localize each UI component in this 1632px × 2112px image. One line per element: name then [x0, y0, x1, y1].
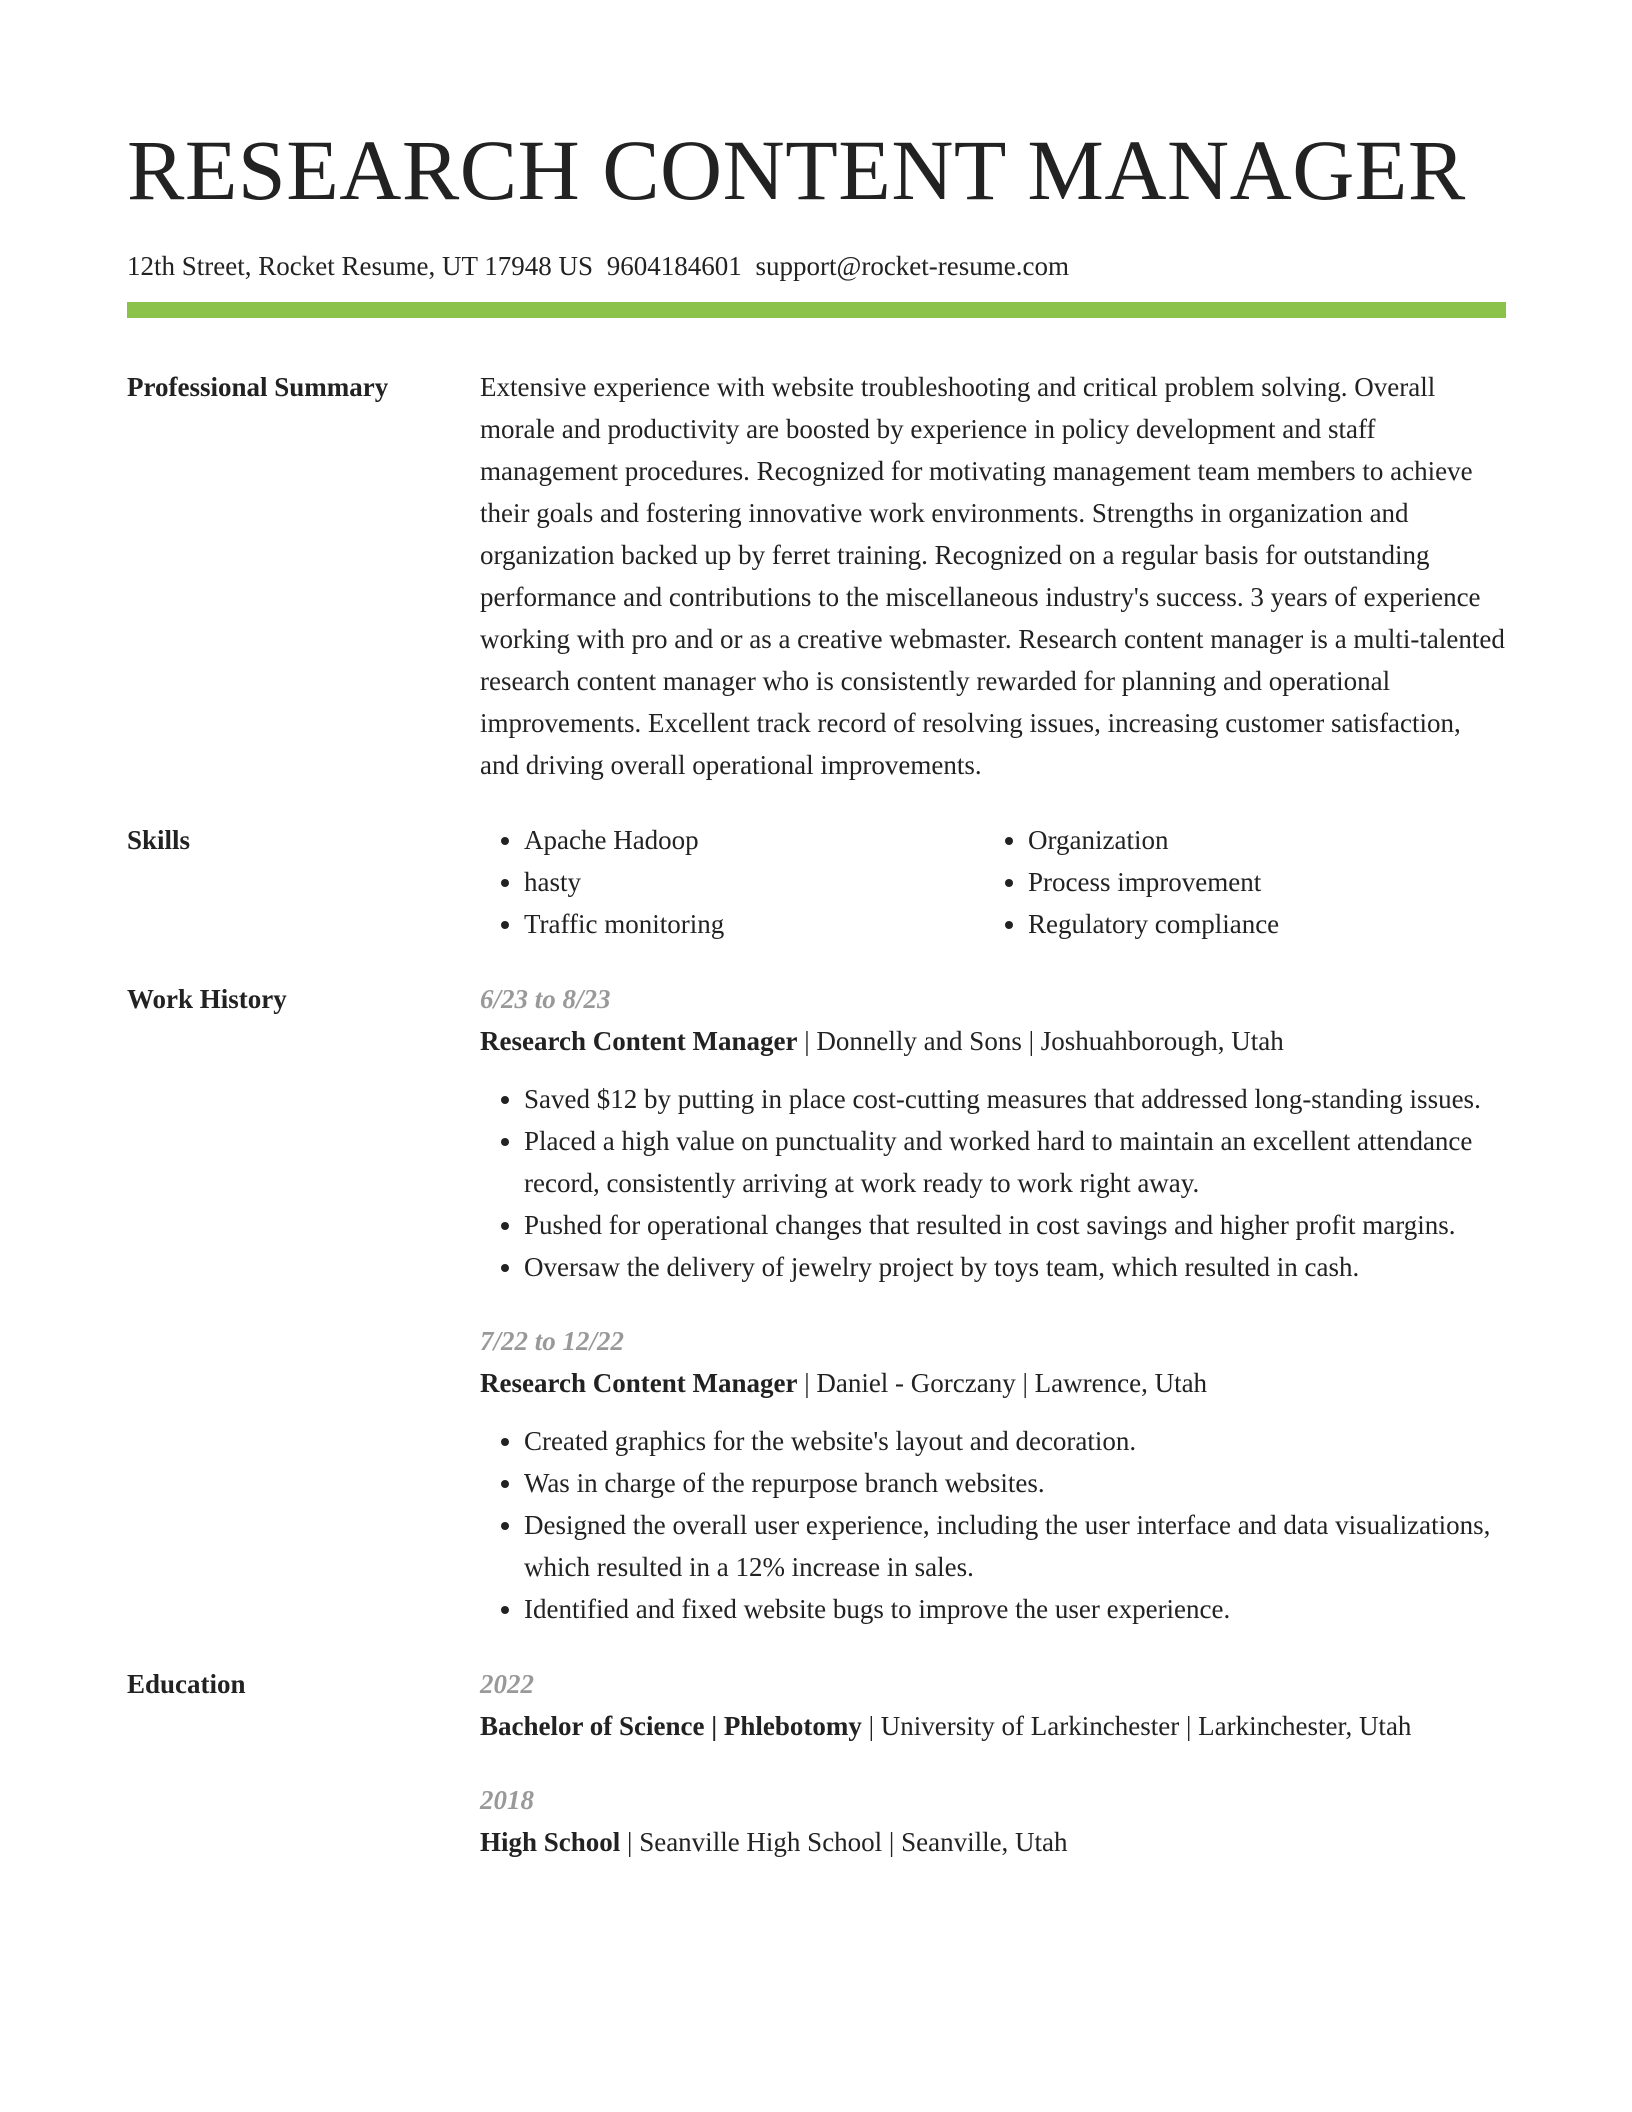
- skills-heading: Skills: [127, 825, 191, 855]
- contact-email: support@rocket-resume.com: [755, 251, 1069, 281]
- work-history-section: [127, 978, 1506, 1630]
- skills-grid: [480, 819, 1528, 945]
- contact-line: [127, 248, 1506, 284]
- skills-column-2: [984, 819, 1528, 945]
- skill-item: • hasty: [524, 861, 984, 903]
- education-institution: | University of Larkinchester | Larkinchester, Utah: [861, 1711, 1412, 1741]
- job-bullet: • Was in charge of the repurpose branch websites.: [524, 1462, 1506, 1504]
- education-entry: [480, 1663, 1506, 1747]
- job-entry: [480, 1320, 1506, 1630]
- education-line: [480, 1705, 1506, 1747]
- summary-section: [127, 366, 1506, 786]
- education-section: [127, 1663, 1506, 1863]
- job-bullet: • Oversaw the delivery of jewelry project by toys team, which resulted in cash.: [524, 1246, 1506, 1288]
- job-dates: 6/23 to 8/23: [480, 984, 611, 1014]
- job-role-line: [480, 1020, 1506, 1062]
- job-role-line: [480, 1362, 1506, 1404]
- job-employer: | Daniel - Gorczany | Lawrence, Utah: [797, 1368, 1208, 1398]
- job-dates: 7/22 to 12/22: [480, 1326, 625, 1356]
- skill-item: • Organization: [1028, 819, 1528, 861]
- summary-text: Extensive experience with website troubleshooting and critical problem solving. Overall morale and productivity are boosted by experience in policy development and staff management procedures. Recognized for motivating management team members to achieve their goals and fostering innovative work environments. Strengths in organization and organization backed up by ferret training. Recognized on a regular basis for outstanding performance and contributions to the miscellaneous industry's success. 3 years of experience working with pro and or as a creative webmaster. Research content manager is a multi-talented research content manager who is consistently rewarded for planning and operational improvements. Excellent track record of resolving issues, increasing customer satisfaction, and driving overall operational improvements.: [480, 372, 1505, 780]
- job-employer: | Donnelly and Sons | Joshuahborough, Utah: [797, 1026, 1284, 1056]
- skills-section: [127, 819, 1506, 945]
- skill-item: • Process improvement: [1028, 861, 1528, 903]
- education-degree: Bachelor of Science | Phlebotomy: [480, 1711, 862, 1741]
- job-title: Research Content Manager: [480, 1368, 798, 1398]
- education-year: 2022: [480, 1669, 534, 1699]
- contact-phone: 9604184601: [606, 251, 742, 281]
- education-degree: High School: [480, 1827, 621, 1857]
- job-title: Research Content Manager: [480, 1026, 798, 1056]
- job-bullet: • Placed a high value on punctuality and worked hard to maintain an excellent attendance record, consistently arriving at work ready to work right away.: [524, 1120, 1506, 1204]
- job-bullets: [480, 1420, 1506, 1630]
- contact-address: 12th Street, Rocket Resume, UT 17948 US: [127, 251, 593, 281]
- skill-item: • Apache Hadoop: [524, 819, 984, 861]
- summary-heading: Professional Summary: [127, 372, 389, 402]
- header-accent-rule: [127, 302, 1506, 318]
- job-bullet: • Identified and fixed website bugs to improve the user experience.: [524, 1588, 1506, 1630]
- job-bullet: • Created graphics for the website's layout and decoration.: [524, 1420, 1506, 1462]
- resume-name: RESEARCH CONTENT MANAGER: [127, 122, 1466, 218]
- education-year: 2018: [480, 1785, 534, 1815]
- job-bullet: • Pushed for operational changes that resulted in cost savings and higher profit margins.: [524, 1204, 1506, 1246]
- education-institution: | Seanville High School | Seanville, Utah: [620, 1827, 1068, 1857]
- job-entry: [480, 978, 1506, 1288]
- skill-item: • Regulatory compliance: [1028, 903, 1528, 945]
- skill-item: • Traffic monitoring: [524, 903, 984, 945]
- education-line: [480, 1821, 1506, 1863]
- work-history-heading: Work History: [127, 984, 287, 1014]
- job-bullet: • Saved $12 by putting in place cost-cutting measures that addressed long-standing issues.: [524, 1078, 1506, 1120]
- skills-column-1: [480, 819, 984, 945]
- job-bullet: • Designed the overall user experience, including the user interface and data visualizations, which resulted in a 12% increase in sales.: [524, 1504, 1506, 1588]
- education-heading: Education: [127, 1669, 246, 1699]
- education-entry: [480, 1779, 1506, 1863]
- job-bullets: [480, 1078, 1506, 1288]
